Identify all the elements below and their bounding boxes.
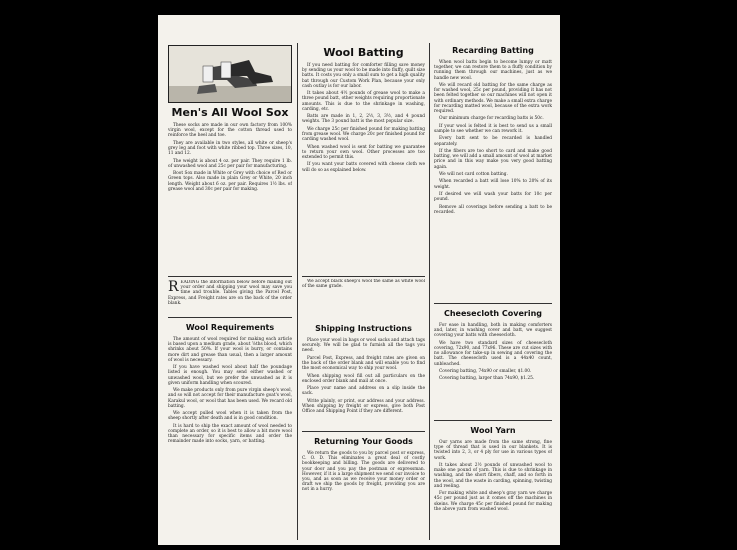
shipping-paragraph: Write plainly, or print, our address and your address. When shipping by freight or express, give both Post Office and Shipping Point if they are different. (302, 398, 425, 415)
shipping-paragraph: Place your wool in bags or wool sacks and attach tags securely. We will be glad to furnish all the tags you need. (302, 338, 425, 354)
divider-middle (302, 276, 425, 277)
batting-paragraph: When washed wool is sent for batting we guarantee to return your own wool. Other processes are too extended to permit this. (302, 144, 425, 160)
shipping-section (302, 321, 425, 429)
returning-heading: Returning Your Goods (314, 437, 413, 446)
recarding-paragraph: We will not card cotton batting. (439, 171, 508, 177)
recarding-paragraph: If the fibers are too short to card and make good batting, we will add a small amount of wool at market price and in this way make you very good batting again. (434, 148, 552, 170)
reading-text: EADING the information below before making out your order and shipping your wool may save you time and trouble. Tables giving the Parcel Post, Express, and Freight rates are on the back of the order blank. (168, 280, 292, 306)
batting-paragraph: If you want your batts covered with cheese cloth we will do so as explained below. (302, 162, 425, 173)
divider-left (168, 276, 292, 277)
recarding-paragraph: Every batt sent to be recarded is handled separately. (434, 136, 552, 147)
requirements-heading: Wool Requirements (185, 323, 275, 332)
batting-heading: Wool Batting (323, 46, 404, 59)
recarding-paragraph: If desired we will wash your batts for 10c per pound. (434, 191, 552, 203)
recarding-paragraph: When recarded a batt will lose 10% to 20% of its weight. (434, 179, 552, 190)
black-wool-note (302, 279, 425, 321)
recarding-paragraph: Our minimum charge for recarding batts is 50c. (439, 116, 544, 122)
requirements-section (168, 320, 292, 542)
cheesecloth-paragraph: We have two standard sizes of cheesecloth covering, 72x90, and 77x96. These are cut sizes with no allowance for take-up in sewing and covering the batt. The cheesecloth used is a 44x40 count, unbleached. (434, 340, 552, 367)
shipping-paragraph: When shipping wool fill out all particulars on the enclosed order blank and mail at once. (302, 373, 425, 384)
yarn-paragraph: For making white and sheep's gray yarn we charge 45c per pound just as it comes off the machines in skeins. We charge 45c per finished pound for making the above yarn from washed wool. (434, 491, 552, 512)
requirements-paragraph: If you have washed wool about half the poundage listed is enough. You may send either washed or unwashed wool, but we prefer the unwashed as it is given uniform handling when scoured. (168, 365, 292, 386)
requirements-paragraph: We accept pulled wool when it is taken from the sheep shortly after death and is in good condition. (168, 411, 292, 422)
recarding-paragraph: We will recard old batting for the same charge as for washed wool, 25c per pound, providing it has not been felted together so our machines will not open it with ordinary methods. We make a small extra charge for recarding matted wool, because of the extra work required. (434, 83, 552, 115)
requirements-paragraph: We make products only from pure virgin sheep's wool, and so will not accept for their manufacture goat's wool, Karakul wool, or wool that has been used. We recard old batting. (168, 388, 292, 409)
sox-paragraph: They are available in two styles, all white or sheep's grey leg and foot with white ribbed top. Three sizes, 10, 11 and 12. (168, 140, 292, 157)
cheesecloth-paragraph: For ease in handling, both in making comforters and, later, in washing cover and batt, we suggest covering your batts with cheesecloth. (434, 323, 552, 339)
yarn-paragraph: It takes about 2½ pounds of unwashed wool to make one pound of yarn. This is due to shrinkage in washing, and the short fibers, chaff, and so forth in the wool, and the waste in carding, spinning, twisting and reeling. (434, 463, 552, 489)
wool-socks-photo (168, 45, 292, 103)
column-rule-right (429, 43, 430, 540)
reading-dropcap: R (168, 280, 179, 295)
batting-paragraph: If you need batting for comforter filling save money by sending us your wool to be made into fluffy, quilt size batts. It costs you only a small sum to get a high quality bat through our Custom Work Plan, because your only cash outlay is for our labor. (302, 63, 425, 89)
sox-paragraph: These socks are made in our own factory from 100% virgin wool, except for the cotton thread used to reinforce the heel and toe. (168, 123, 292, 139)
recarding-section (434, 43, 552, 301)
shipping-heading: Shipping Instructions (315, 324, 412, 333)
black-wool-paragraph: We accept black sheep's wool the same as white wool of the same grade. (302, 279, 425, 290)
recarding-paragraph: If your wool is felted it is best to send us a small sample to see whether we can rework it. (434, 123, 552, 134)
cheesecloth-paragraph: Covering batting, 74x90 or smaller, $1.00. (439, 369, 532, 374)
yarn-heading: Wool Yarn (470, 426, 516, 435)
requirements-paragraph: The amount of wool required for making each article is based upon a medium grade, about ⅝ths blood, which shrinks about 50%. If your wool is burry, or contains more dirt and grease than usual, then a larger amount of wool is necessary. (168, 337, 292, 363)
yarn-paragraph: Our yarns are made from the same strong, fine type of thread that is used in our blankets. It is twisted into 2, 3, or 4 ply for use in various types of work. (434, 440, 552, 461)
sox-heading: Men's All Wool Sox (171, 106, 289, 119)
cheesecloth-heading: Cheesecloth Covering (443, 309, 542, 318)
document-page (158, 15, 560, 545)
batting-section (302, 43, 425, 275)
divider-middle-2 (302, 431, 425, 432)
batting-paragraph: It takes about 4½ pounds of grease wool to make a three pound batt, other weights requiring proportionate amounts. This is due to the shrinkage in washing, carding, etc. (302, 91, 425, 112)
reading-note (168, 280, 292, 316)
yarn-section (434, 423, 552, 542)
batting-paragraph: Batts are made in 1, 2, 2½, 3, 3½, and 4 pound weights. The 3 pound batt is the most popular size. (302, 114, 425, 125)
recarding-paragraph: Remove all coverings before sending a batt to be recarded. (434, 204, 552, 215)
cheesecloth-section (434, 306, 552, 418)
divider-right (434, 303, 552, 304)
requirements-paragraph: It is hard to ship the exact amount of wool needed to complete an order, so it is best to allow a bit more wool than necessary for specific items and order the remainder made into socks, yarn, or batting. (168, 423, 292, 445)
returning-section (302, 434, 425, 542)
column-rule-left (297, 43, 298, 540)
shipping-paragraph: Parcel Post, Express, and freight rates are given on the back of the order blank and will enable you to find the most economical way to ship your wool. (302, 355, 425, 372)
sox-paragraph: Boot Sox made in White or Grey with choice of Red or Green tops. Also made in plain Grey or White, 20 inch length. Weight about 6 oz. per pair. Requires 1½ lbs. of grease wool and 30c per pair for making. (168, 171, 292, 192)
sox-section (168, 103, 292, 275)
divider-right-2 (434, 420, 552, 421)
cheesecloth-paragraph: Covering batting, larger than 74x90, $1.25. (439, 376, 535, 382)
divider-left-2 (168, 317, 292, 318)
returning-paragraph: We return the goods to you by parcel post or express, C. O. D. This eliminates a great deal of costly bookkeeping and billing. The goods are delivered to your door and you pay the postman or expressman. However, if it is a large shipment we send our invoice to you, and as soon as we receive your money order or draft we ship the goods by freight, providing you are not in a hurry. (302, 451, 425, 493)
shipping-paragraph: Place your name and address on a slip inside the sack. (302, 386, 425, 397)
recarding-heading: Recarding Batting (452, 46, 534, 55)
batting-paragraph: We charge 25c per finished pound for making batting from grease wool. We charge 20c per finished pound for carding washed wool. (302, 126, 425, 143)
recarding-paragraph: When wool batts begin to become lumpy or matt together, we can restore them to a fluffy condition by running them through our machines, just as we handle new wool. (434, 60, 552, 81)
sox-paragraph: The weight is about 4 oz. per pair. They require 1 lb. of unwashed wool and 25c per pair for manufacturing. (168, 158, 292, 169)
